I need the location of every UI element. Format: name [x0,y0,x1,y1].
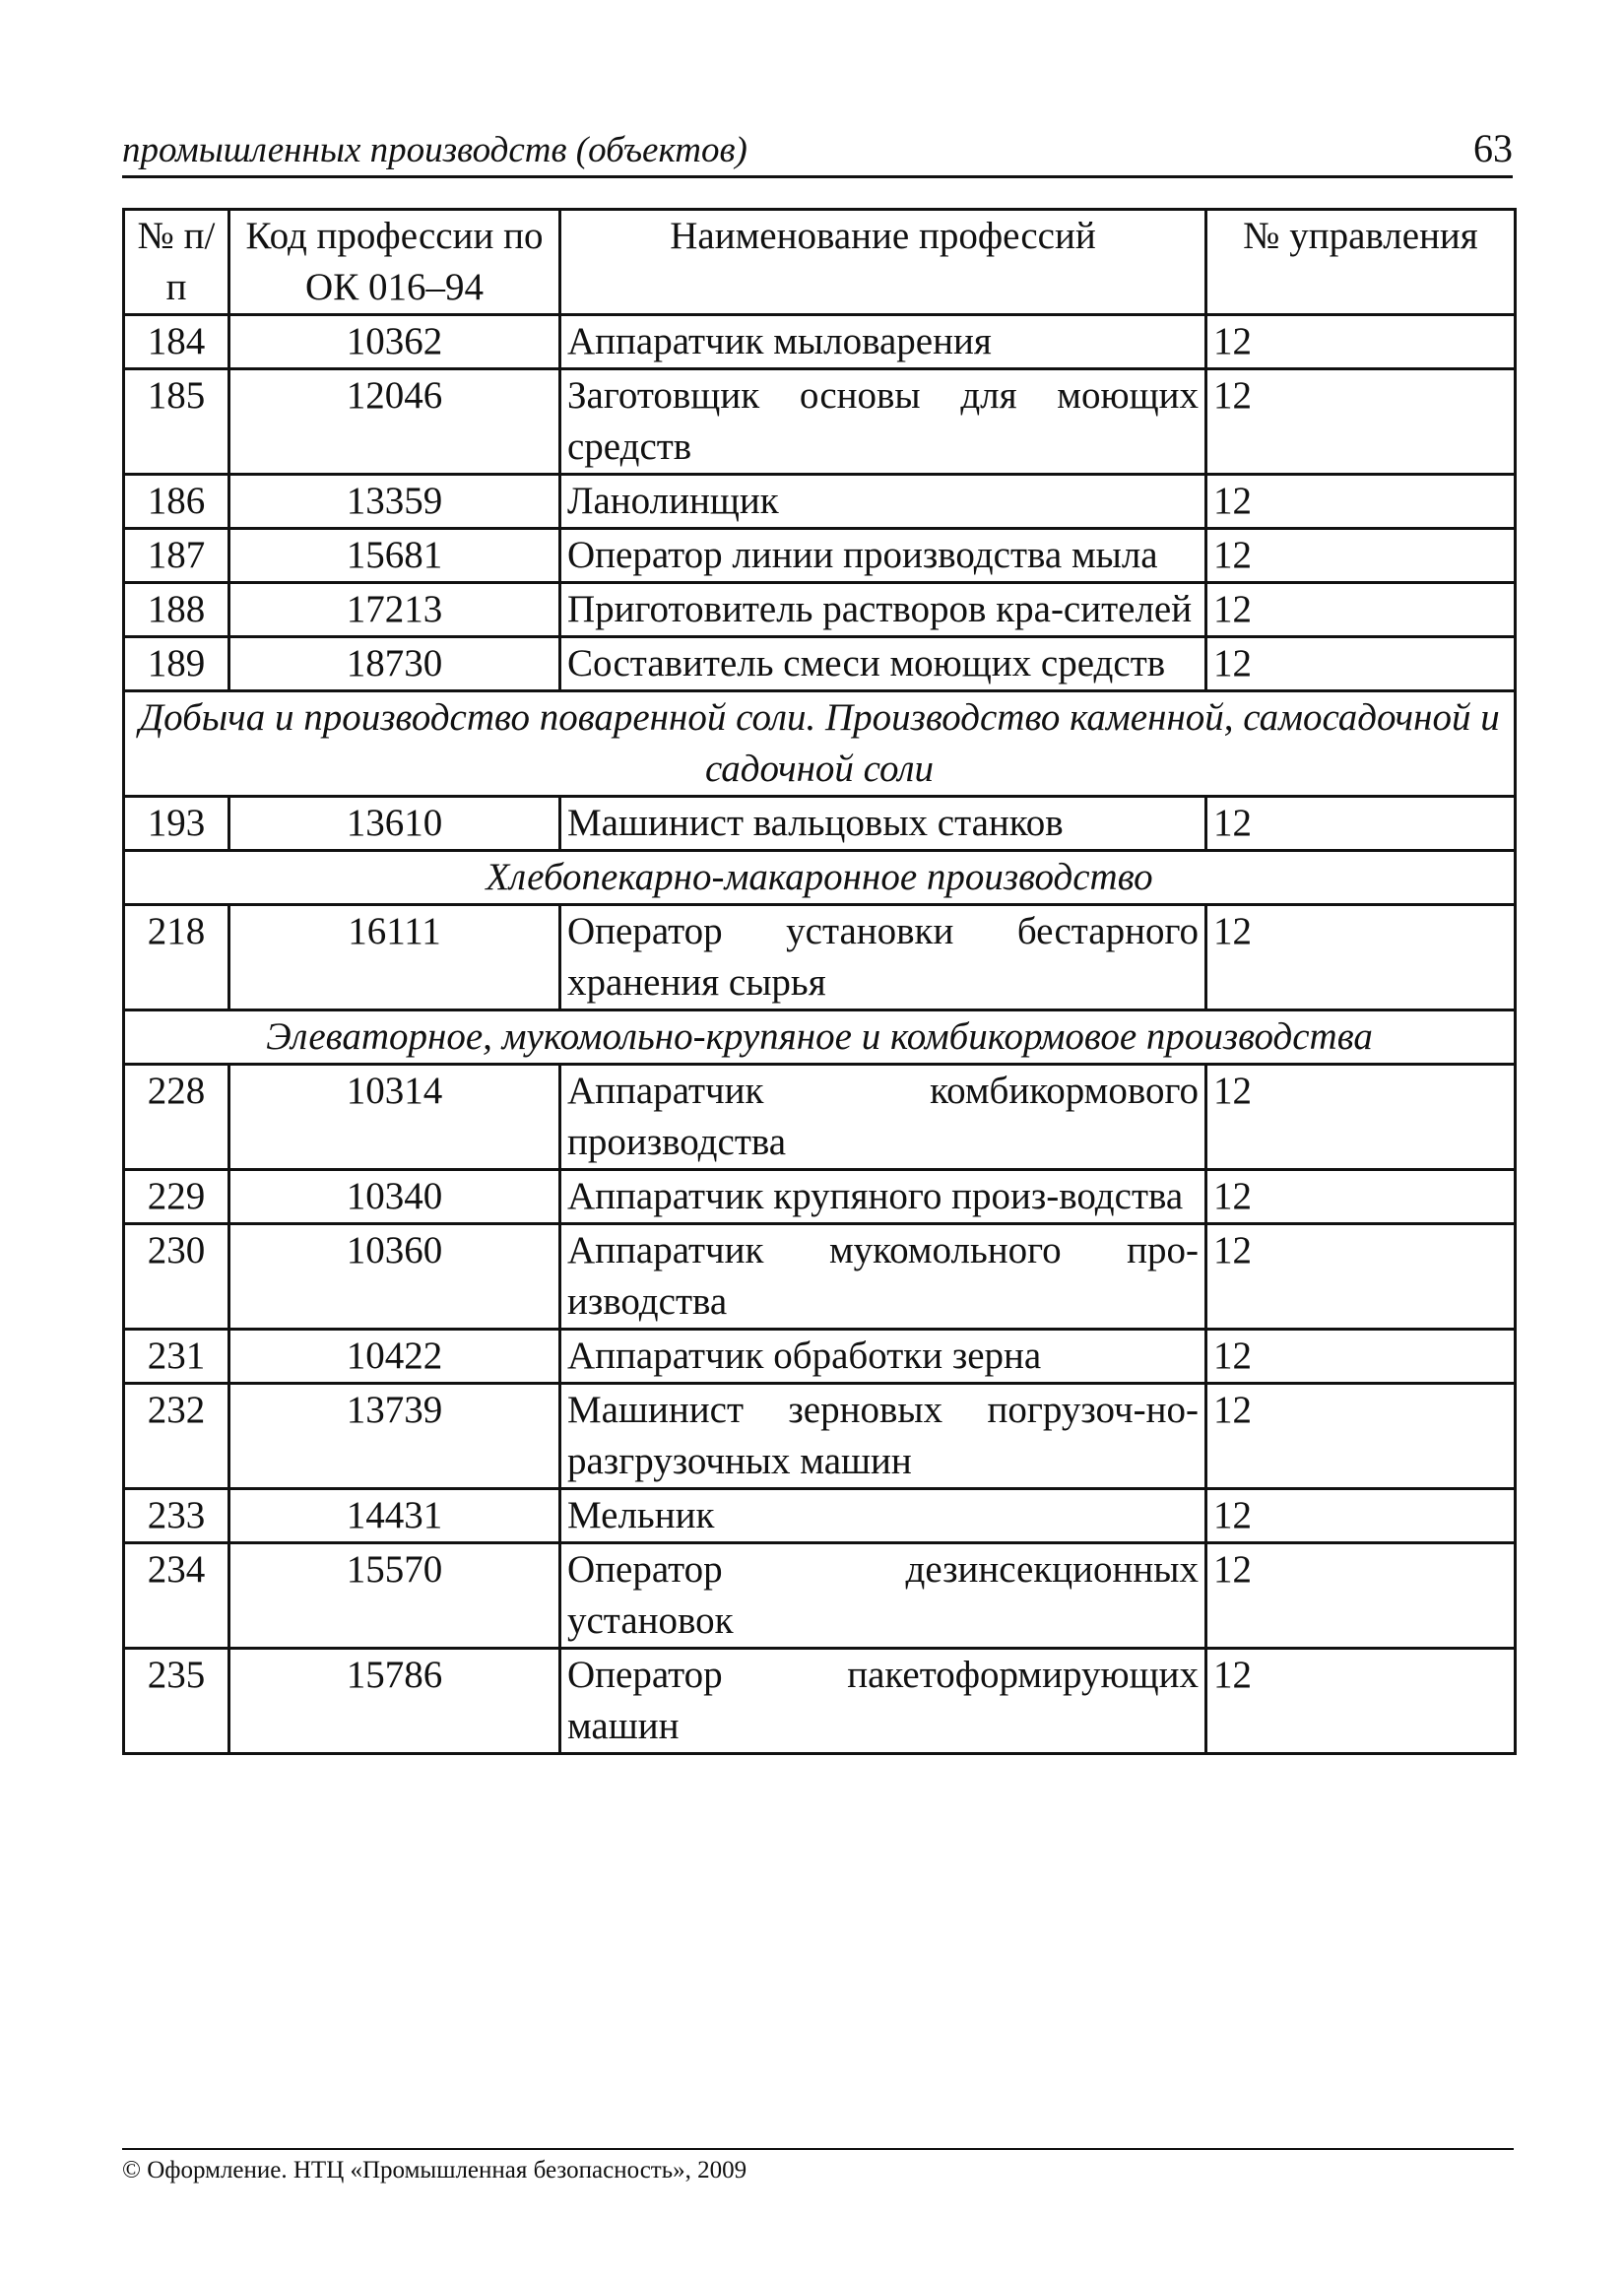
cell-name: Приготовитель растворов кра-сителей [560,583,1206,637]
cell-name: Аппаратчик обработки зерна [560,1330,1206,1384]
cell-num: 189 [124,637,229,691]
cell-name: Аппаратчик мукомольного про-изводства [560,1224,1206,1330]
cell-code: 15570 [229,1543,560,1649]
cell-num: 232 [124,1384,229,1489]
cell-dept: 12 [1206,1489,1516,1543]
rows-group-soap [124,315,1516,691]
cell-num: 185 [124,369,229,475]
cell-num: 228 [124,1065,229,1170]
cell-code: 17213 [229,583,560,637]
cell-num: 193 [124,797,229,851]
cell-code: 13359 [229,475,560,529]
cell-code: 10360 [229,1224,560,1330]
cell-name: Оператор дезинсекционных установок [560,1543,1206,1649]
cell-num: 234 [124,1543,229,1649]
cell-dept: 12 [1206,315,1516,369]
cell-name: Аппаратчик комбикормового производства [560,1065,1206,1170]
rows-group-salt [124,797,1516,851]
cell-name: Оператор пакетоформирующих машин [560,1649,1206,1754]
section-heading-text: Добыча и производство поваренной соли. Производство каменной, самосадочной и садочной соли [124,691,1516,797]
cell-num: 229 [124,1170,229,1224]
table-row [124,797,1516,851]
cell-name: Аппаратчик крупяного произ-водства [560,1170,1206,1224]
cell-code: 10422 [229,1330,560,1384]
cell-dept: 12 [1206,1170,1516,1224]
table-row [124,637,1516,691]
page-number: 63 [1473,126,1513,170]
cell-dept: 12 [1206,637,1516,691]
cell-code: 15786 [229,1649,560,1754]
cell-num: 218 [124,905,229,1010]
cell-name: Аппаратчик мыловарения [560,315,1206,369]
cell-num: 186 [124,475,229,529]
table-row [124,1330,1516,1384]
cell-dept: 12 [1206,583,1516,637]
cell-num: 235 [124,1649,229,1754]
cell-code: 10314 [229,1065,560,1170]
cell-code: 13610 [229,797,560,851]
cell-name: Мельник [560,1489,1206,1543]
cell-name: Составитель смеси моющих средств [560,637,1206,691]
cell-num: 230 [124,1224,229,1330]
footer-copyright: © Оформление. НТЦ «Промышленная безопасность», 2009 [122,2157,747,2183]
table-row [124,315,1516,369]
cell-code: 18730 [229,637,560,691]
cell-code: 16111 [229,905,560,1010]
rows-group-elevator [124,1065,1516,1754]
cell-name: Заготовщик основы для моющих средств [560,369,1206,475]
table-row [124,1384,1516,1489]
cell-code: 10362 [229,315,560,369]
cell-num: 231 [124,1330,229,1384]
section-heading-text: Хлебопекарно-макаронное производство [124,851,1516,905]
cell-num: 233 [124,1489,229,1543]
cell-dept: 12 [1206,1330,1516,1384]
cell-code: 14431 [229,1489,560,1543]
header-dept: № управления [1206,210,1516,315]
table-row [124,475,1516,529]
cell-dept: 12 [1206,1224,1516,1330]
running-head-title: промышленных производств (объектов) [122,130,747,170]
cell-dept: 12 [1206,905,1516,1010]
cell-name: Ланолинщик [560,475,1206,529]
cell-name: Машинист вальцовых станков [560,797,1206,851]
cell-dept: 12 [1206,1649,1516,1754]
table-row [124,1649,1516,1754]
cell-code: 12046 [229,369,560,475]
section-heading-text: Элеваторное, мукомольно-крупяное и комбикормовое производства [124,1010,1516,1065]
section-heading-salt [124,691,1516,797]
cell-num: 184 [124,315,229,369]
cell-dept: 12 [1206,797,1516,851]
section-heading-bakery [124,851,1516,905]
cell-name: Машинист зерновых погрузоч-но-разгрузочных машин [560,1384,1206,1489]
cell-dept: 12 [1206,369,1516,475]
cell-dept: 12 [1206,1065,1516,1170]
cell-dept: 12 [1206,1384,1516,1489]
table-header-row [124,210,1516,315]
professions-table [122,208,1517,1755]
table-row [124,1543,1516,1649]
header-name: Наименование профессий [560,210,1206,315]
rows-group-bakery [124,905,1516,1010]
footer-rule [122,2148,1514,2150]
cell-name: Оператор установки бестарного хранения сырья [560,905,1206,1010]
table-row [124,1065,1516,1170]
cell-num: 188 [124,583,229,637]
running-head [122,124,1513,178]
cell-code: 10340 [229,1170,560,1224]
table-row [124,529,1516,583]
header-num: № п/п [124,210,229,315]
table-row [124,1489,1516,1543]
table-row [124,583,1516,637]
cell-code: 15681 [229,529,560,583]
table-row [124,1224,1516,1330]
cell-dept: 12 [1206,529,1516,583]
cell-num: 187 [124,529,229,583]
cell-dept: 12 [1206,475,1516,529]
table-row [124,369,1516,475]
section-heading-elevator [124,1010,1516,1065]
cell-dept: 12 [1206,1543,1516,1649]
table-row [124,1170,1516,1224]
header-code: Код профессии по ОК 016–94 [229,210,560,315]
cell-code: 13739 [229,1384,560,1489]
table-row [124,905,1516,1010]
cell-name: Оператор линии производства мыла [560,529,1206,583]
